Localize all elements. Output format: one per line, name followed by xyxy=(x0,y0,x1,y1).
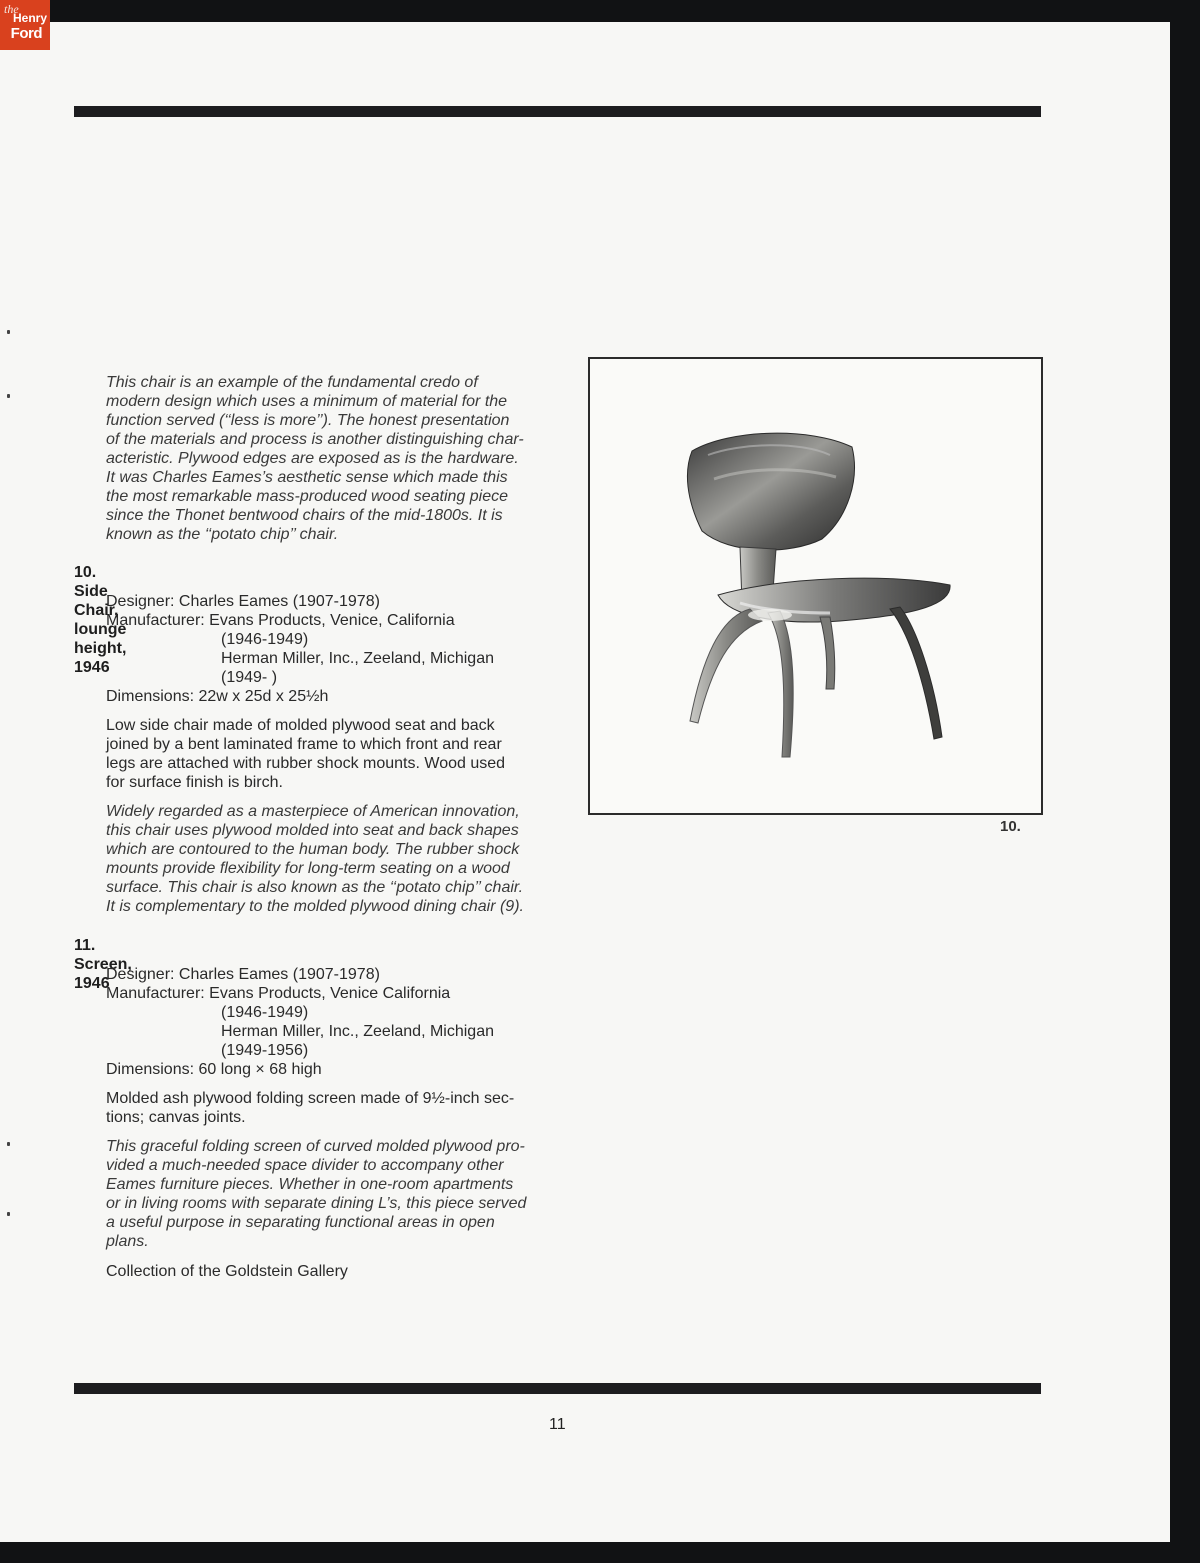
item-10-commentary-line: this chair uses plywood molded into seat and back shapes xyxy=(106,822,519,839)
top-rule xyxy=(74,106,1041,117)
item-10-commentary-line: which are contoured to the human body. The rubber shock xyxy=(106,841,520,858)
logo-text-the: the xyxy=(4,2,19,16)
item-11-commentary-line: This graceful folding screen of curved molded plywood pro- xyxy=(106,1138,525,1155)
item-10-description-line: joined by a bent laminated frame to which front and rear xyxy=(106,736,502,753)
henry-ford-logo xyxy=(0,0,50,50)
bottom-rule xyxy=(74,1383,1041,1394)
item-10-heading: 10. Side Chair, lounge height, 1946 xyxy=(74,564,127,676)
item-11-heading: 11. Screen, 1946 xyxy=(74,937,132,992)
item-10-commentary-line: It is complementary to the molded plywood dining chair (9). xyxy=(106,898,524,915)
margin-mark xyxy=(7,1142,10,1146)
margin-mark xyxy=(7,394,10,398)
item-11-dimensions: Dimensions: 60 long × 68 high xyxy=(106,1061,322,1078)
page-number: 11 xyxy=(549,1416,566,1433)
item-10-commentary-line: surface. This chair is also known as the ‘‘potato chip’’ chair. xyxy=(106,879,524,896)
item-10-description-line: Low side chair made of molded plywood seat and back xyxy=(106,717,495,734)
item-11-commentary-line: vided a much-needed space divider to accompany other xyxy=(106,1157,504,1174)
logo-text-henry: Henry xyxy=(12,11,47,25)
item-11-collection: Collection of the Goldstein Gallery xyxy=(106,1263,348,1280)
intro-line: It was Charles Eames’s aesthetic sense which made this xyxy=(106,469,508,486)
item-11-designer: Designer: Charles Eames (1907-1978) xyxy=(106,966,380,983)
margin-mark xyxy=(7,330,10,334)
item-10-designer: Designer: Charles Eames (1907-1978) xyxy=(106,593,380,610)
intro-line: the most remarkable mass-produced wood seating piece xyxy=(106,488,508,505)
item-11-years-2: (1949-1956) xyxy=(221,1042,309,1059)
item-10-manufacturer-2: Herman Miller, Inc., Zeeland, Michigan xyxy=(221,650,494,667)
intro-line: of the materials and process is another distinguishing char- xyxy=(106,431,524,448)
chair-photo-frame xyxy=(588,357,1043,815)
logo-text-ford: Ford xyxy=(10,25,42,42)
item-10-years-1: (1946-1949) xyxy=(221,631,309,648)
item-10-commentary-line: Widely regarded as a masterpiece of American innovation, xyxy=(106,803,520,820)
item-11-commentary-line: Eames furniture pieces. Whether in one-room apartments xyxy=(106,1176,514,1193)
intro-line: function served (‘‘less is more’’). The honest presentation xyxy=(106,412,510,429)
item-11-commentary-line: plans. xyxy=(106,1233,149,1250)
intro-line: since the Thonet bentwood chairs of the mid-1800s. It is xyxy=(106,507,503,524)
item-10-dimensions: Dimensions: 22w x 25d x 25½h xyxy=(106,688,329,705)
item-10-description-line: for surface finish is birch. xyxy=(106,774,283,791)
intro-line: This chair is an example of the fundamental credo of xyxy=(106,374,478,391)
item-11-manufacturer-2: Herman Miller, Inc., Zeeland, Michigan xyxy=(221,1023,494,1040)
item-10-years-2: (1949- ) xyxy=(221,669,278,686)
item-11-commentary-line: a useful purpose in separating functional areas in open xyxy=(106,1214,495,1231)
item-11-commentary-line: or in living rooms with separate dining L’s, this piece served xyxy=(106,1195,527,1212)
intro-line: known as the ‘‘potato chip’’ chair. xyxy=(106,526,339,543)
item-11-years-1: (1946-1949) xyxy=(221,1004,309,1021)
intro-line: acteristic. Plywood edges are exposed as is the hardware. xyxy=(106,450,519,467)
figure-caption: 10. xyxy=(1000,818,1021,835)
item-10-description-line: legs are attached with rubber shock mounts. Wood used xyxy=(106,755,506,772)
item-10-commentary-line: mounts provide flexibility for long-term seating on a wood xyxy=(106,860,510,877)
item-11-manufacturer: Manufacturer: Evans Products, Venice California xyxy=(106,985,451,1002)
chair-photo xyxy=(590,359,1041,813)
item-10-manufacturer: Manufacturer: Evans Products, Venice, California xyxy=(106,612,455,629)
item-11-description-line: Molded ash plywood folding screen made of 9½-inch sec- xyxy=(106,1090,515,1107)
margin-mark xyxy=(7,1212,10,1216)
item-11-description-line: tions; canvas joints. xyxy=(106,1109,246,1126)
intro-line: modern design which uses a minimum of material for the xyxy=(106,393,508,410)
